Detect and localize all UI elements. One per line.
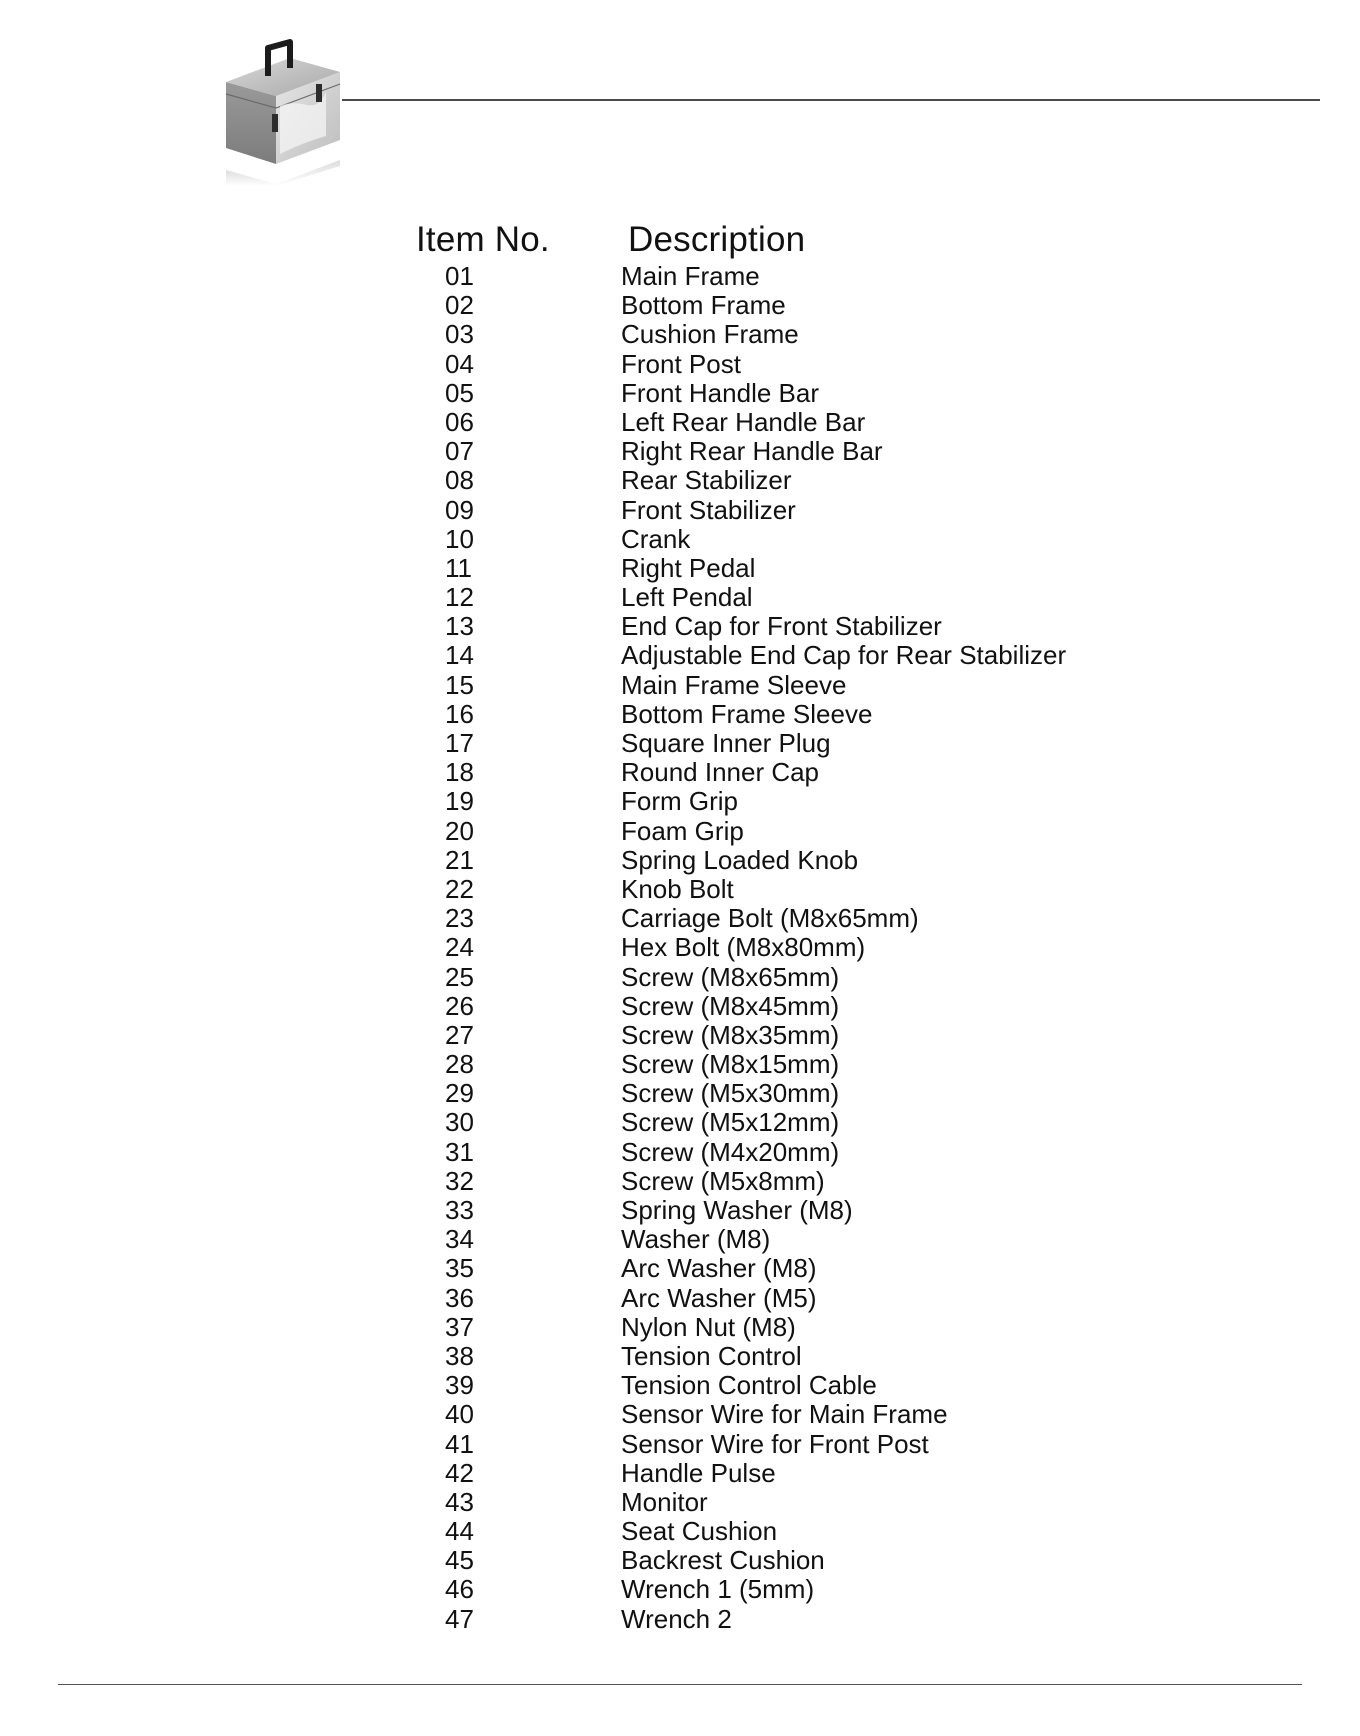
item-number: 02 [445, 290, 474, 321]
table-row [0, 641, 1360, 670]
table-row [0, 1254, 1360, 1283]
table-row [0, 700, 1360, 729]
item-number: 10 [445, 523, 474, 554]
table-row [0, 671, 1360, 700]
table-row [0, 846, 1360, 875]
table-row [0, 612, 1360, 641]
table-row [0, 992, 1360, 1021]
item-description: Carriage Bolt (M8x65mm) [621, 903, 919, 934]
item-description: Square Inner Plug [621, 728, 831, 758]
item-description: Bottom Frame [621, 290, 786, 321]
table-row [0, 1342, 1360, 1371]
parts-list [0, 262, 1360, 1634]
table-row [0, 437, 1360, 466]
table-row [0, 904, 1360, 933]
item-description: Tension Control Cable [621, 1370, 877, 1401]
item-number: 01 [445, 261, 474, 291]
item-number: 07 [445, 436, 474, 467]
item-description: Front Stabilizer [621, 494, 796, 525]
item-description: Rear Stabilizer [621, 465, 792, 496]
item-number: 43 [445, 1486, 474, 1517]
table-row [0, 408, 1360, 437]
item-number: 41 [445, 1428, 474, 1459]
table-row [0, 350, 1360, 379]
item-description: Washer (M8) [621, 1224, 771, 1255]
item-description: Handle Pulse [621, 1457, 776, 1488]
item-description: Screw (M8x35mm) [621, 1019, 840, 1050]
item-number: 40 [445, 1399, 474, 1430]
table-row [0, 1225, 1360, 1254]
item-description: Spring Loaded Knob [621, 844, 859, 875]
item-description: Arc Washer (M5) [621, 1282, 817, 1313]
item-number: 26 [445, 990, 474, 1021]
table-row [0, 963, 1360, 992]
table-row [0, 817, 1360, 846]
item-description: Bottom Frame Sleeve [621, 698, 873, 729]
table-row [0, 758, 1360, 787]
item-description: Left Rear Handle Bar [621, 406, 866, 437]
item-number: 04 [445, 348, 474, 379]
item-number: 30 [445, 1107, 474, 1138]
item-description: Sensor Wire for Main Frame [621, 1399, 948, 1430]
item-description: Nylon Nut (M8) [621, 1311, 796, 1342]
item-description: Screw (M8x45mm) [621, 990, 840, 1021]
item-number: 18 [445, 757, 474, 788]
item-number: 47 [445, 1603, 474, 1634]
item-number: 19 [445, 786, 474, 817]
table-row [0, 933, 1360, 962]
table-row [0, 1546, 1360, 1575]
item-number: 14 [445, 640, 474, 671]
item-description: Arc Washer (M8) [621, 1253, 817, 1284]
item-description: Right Pedal [621, 552, 756, 583]
item-description: Screw (M5x12mm) [621, 1107, 840, 1138]
item-description: Screw (M5x8mm) [621, 1165, 825, 1196]
table-row [0, 1605, 1360, 1634]
table-row [0, 1313, 1360, 1342]
item-number: 25 [445, 961, 474, 992]
table-row [0, 1167, 1360, 1196]
item-number: 03 [445, 319, 474, 350]
table-row [0, 320, 1360, 349]
item-number: 46 [445, 1574, 474, 1605]
item-description: Left Pendal [621, 582, 753, 613]
table-row [0, 875, 1360, 904]
table-row [0, 496, 1360, 525]
table-row [0, 1371, 1360, 1400]
item-number: 20 [445, 815, 474, 846]
item-description: End Cap for Front Stabilizer [621, 611, 942, 642]
item-number: 37 [445, 1311, 474, 1342]
item-number: 27 [445, 1019, 474, 1050]
item-description: Knob Bolt [621, 873, 734, 904]
item-number: 17 [445, 728, 474, 758]
table-row [0, 554, 1360, 583]
item-description: Form Grip [621, 786, 738, 817]
table-row [0, 1488, 1360, 1517]
item-number: 09 [445, 494, 474, 525]
item-number: 31 [445, 1136, 474, 1167]
item-description: Screw (M4x20mm) [621, 1136, 840, 1167]
item-number: 33 [445, 1195, 474, 1225]
item-description: Cushion Frame [621, 319, 799, 350]
table-row [0, 787, 1360, 816]
item-number: 32 [445, 1165, 474, 1196]
item-description: Right Rear Handle Bar [621, 436, 883, 467]
table-row [0, 1196, 1360, 1225]
item-number: 15 [445, 669, 474, 700]
table-row [0, 291, 1360, 320]
table-row [0, 525, 1360, 554]
item-description: Hex Bolt (M8x80mm) [621, 932, 866, 963]
item-description: Crank [621, 523, 691, 554]
table-row [0, 1459, 1360, 1488]
table-row [0, 1079, 1360, 1108]
item-description: Main Frame Sleeve [621, 669, 847, 700]
item-number: 11 [445, 552, 472, 583]
item-number: 05 [445, 377, 474, 408]
item-number: 29 [445, 1078, 474, 1109]
item-description: Screw (M5x30mm) [621, 1078, 840, 1109]
item-number: 35 [445, 1253, 474, 1284]
item-description: Backrest Cushion [621, 1545, 825, 1576]
item-number: 21 [445, 844, 474, 875]
item-description: Front Post [621, 348, 741, 379]
item-description: Screw (M8x15mm) [621, 1049, 840, 1080]
header-rule [342, 99, 1320, 101]
item-description: Monitor [621, 1486, 708, 1517]
item-description: Spring Washer (M8) [621, 1195, 853, 1225]
item-number: 42 [445, 1457, 474, 1488]
item-number: 39 [445, 1370, 474, 1401]
column-header-item-no: Item No. [416, 220, 550, 259]
item-number: 06 [445, 406, 474, 437]
item-number: 22 [445, 873, 474, 904]
item-description: Round Inner Cap [621, 757, 820, 788]
item-number: 28 [445, 1049, 474, 1080]
column-header-description: Description [628, 220, 806, 259]
item-number: 24 [445, 932, 474, 963]
item-number: 38 [445, 1340, 474, 1371]
item-description: Foam Grip [621, 815, 744, 846]
item-description: Main Frame [621, 261, 760, 291]
item-description: Adjustable End Cap for Rear Stabilizer [621, 640, 1067, 671]
item-number: 36 [445, 1282, 474, 1313]
table-row [0, 379, 1360, 408]
item-number: 23 [445, 903, 474, 934]
table-row [0, 1284, 1360, 1313]
item-number: 12 [445, 582, 474, 613]
table-row [0, 583, 1360, 612]
item-number: 44 [445, 1516, 474, 1547]
item-description: Wrench 1 (5mm) [621, 1574, 815, 1605]
item-number: 45 [445, 1545, 474, 1576]
table-row [0, 1517, 1360, 1546]
table-row [0, 1400, 1360, 1429]
item-description: Seat Cushion [621, 1516, 778, 1547]
table-row [0, 1021, 1360, 1050]
item-description: Sensor Wire for Front Post [621, 1428, 929, 1459]
table-row [0, 1050, 1360, 1079]
item-number: 13 [445, 611, 474, 642]
table-row [0, 262, 1360, 291]
item-description: Screw (M8x65mm) [621, 961, 840, 992]
item-description: Wrench 2 [621, 1603, 732, 1634]
toolbox-icon [218, 36, 348, 186]
table-row [0, 1108, 1360, 1137]
table-row [0, 1138, 1360, 1167]
item-number: 34 [445, 1224, 474, 1255]
item-number: 16 [445, 698, 474, 729]
footer-rule [58, 1684, 1302, 1685]
table-row [0, 466, 1360, 495]
table-row [0, 1575, 1360, 1604]
table-row [0, 729, 1360, 758]
item-number: 08 [445, 465, 474, 496]
table-row [0, 1430, 1360, 1459]
item-description: Front Handle Bar [621, 377, 819, 408]
item-description: Tension Control [621, 1340, 802, 1371]
